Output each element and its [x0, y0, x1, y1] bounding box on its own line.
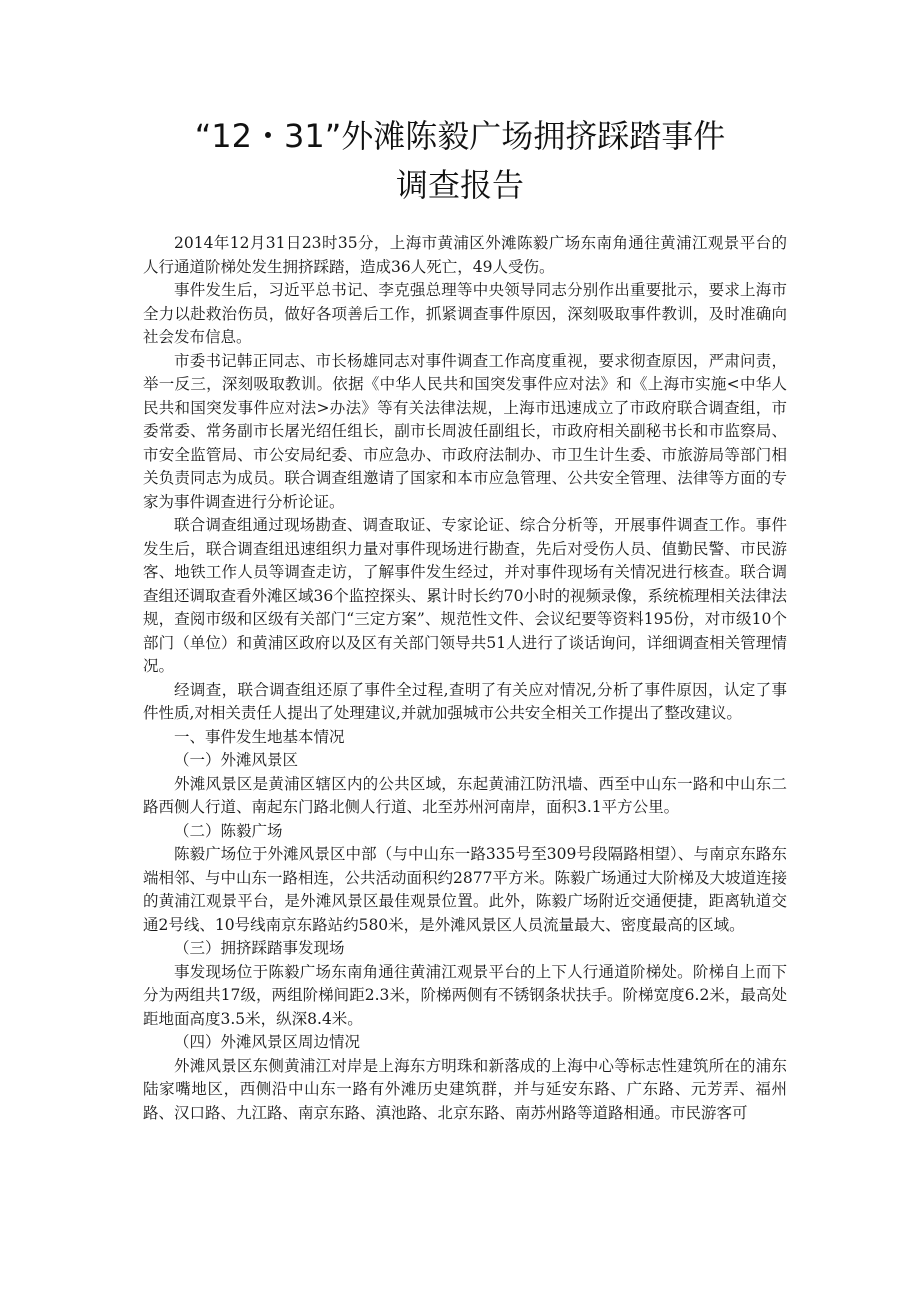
paragraph-investigation-conclusion: 经调查，联合调查组还原了事件全过程,查明了有关应对情况,分析了事件原因，认定了事件性质,对相关责任人提出了处理建议,并就加强城市公共安全相关工作提出了整改建议。	[143, 680, 787, 722]
paragraph-incident-site: 事发现场位于陈毅广场东南角通往黄浦江观景平台的上下人行通道阶梯处。阶梯自上而下分为两组共17级，两组阶梯间距2.3米，阶梯两侧有不锈钢条状扶手。阶梯宽度6.2米，最高处距地面高度3.5米，纵深8.4米。	[143, 962, 787, 1028]
paragraph-chenyi-square: 陈毅广场位于外滩风景区中部（与中山东一路335号至309号段隔路相望）、与南京东路东端相邻、与中山东一路相连，公共活动面积约2877平方米。陈毅广场通过大阶梯及大坡道连接的黄浦江观景平台，是外滩风景区最佳观景位置。此外，陈毅广场附近交通便捷，距离轨道交通2号线、10号线南京东路站约580米，是外滩风景区人员流量最大、密度最高的区域。	[143, 845, 787, 934]
paragraph-bund-scenic-area: 外滩风景区是黄浦区辖区内的公共区域，东起黄浦江防汛墙、西至中山东一路和中山东二路西侧人行道、南起东门路北侧人行道、北至苏州河南岸，面积3.1平方公里。	[143, 774, 787, 816]
subsection-heading-4: （四）外滩风景区周边情况	[174, 1033, 361, 1051]
paragraph-surroundings: 外滩风景区东侧黄浦江对岸是上海东方明珠和新落成的上海中心等标志性建筑所在的浦东陆家嘴地区，西侧沿中山东一路有外滩历史建筑群，并与延安东路、广东路、元芳弄、福州路、汉口路、九江路、南京东路、滇池路、北京东路、南苏州路等道路相通。市民游客可	[143, 1056, 787, 1122]
subsection-heading-2: （二）陈毅广场	[174, 821, 283, 840]
report-body	[143, 232, 787, 1125]
paragraph-leadership-instructions: 事件发生后，习近平总书记、李克强总理等中央领导同志分别作出重要批示，要求上海市全力以赴救治伤员，做好各项善后工作，抓紧调查事件原因，深刻吸取事件教训，及时准确向社会发布信息。	[143, 281, 787, 346]
report-title-line-2: 调查报告	[395, 166, 524, 204]
paragraph-incident-summary: 2014年12月31日23时35分，上海市黄浦区外滩陈毅广场东南角通往黄浦江观景平台的人行通道阶梯处发生拥挤踩踏，造成36人死亡，49人受伤。	[143, 234, 787, 276]
subsection-heading-3: （三）拥挤踩踏事发现场	[174, 939, 345, 957]
subsection-heading-1: （一）外滩风景区	[174, 751, 299, 769]
paragraph-investigation-process: 联合调查组通过现场勘查、调查取证、专家论证、综合分析等，开展事件调查工作。事件发生后，联合调查组迅速组织力量对事件现场进行勘查，先后对受伤人员、值勤民警、市民游客、地铁工作人员等调查走访，了解事件发生经过，并对事件现场有关情况进行核查。联合调查组还调取查看外滩区域36个监控探头、累计时长约70小时的视频录像，系统梳理相关法律法规，查阅市级和区级有关部门“三定方案”、规范性文件、会议纪要等资料195份，对市级10个部门（单位）和黄浦区政府以及区有关部门领导共51人进行了谈话询问，详细调查相关管理情况。	[143, 516, 787, 675]
section-heading-1: 一、事件发生地基本情况	[174, 727, 345, 746]
paragraph-investigation-team: 市委书记韩正同志、市长杨雄同志对事件调查工作高度重视，要求彻查原因，严肃问责，举一反三，深刻吸取教训。依据《中华人民共和国突发事件应对法》和《上海市实施<中华人民共和国突发事件应对法>办法》等有关法律法规，上海市迅速成立了市政府联合调查组，市委常委、常务副市长屠光绍任组长，副市长周波任副组长，市政府相关副秘书长和市监察局、市安全监管局、市公安局纪委、市应急办、市政府法制办、市卫生计生委、市旅游局等部门相关负责同志为成员。联合调查组邀请了国家和本市应急管理、公共安全管理、法律等方面的专家为事件调查进行分析论证。	[143, 351, 787, 511]
report-title-line-1: “12・31”外滩陈毅广场拥挤踩踏事件	[194, 117, 726, 155]
